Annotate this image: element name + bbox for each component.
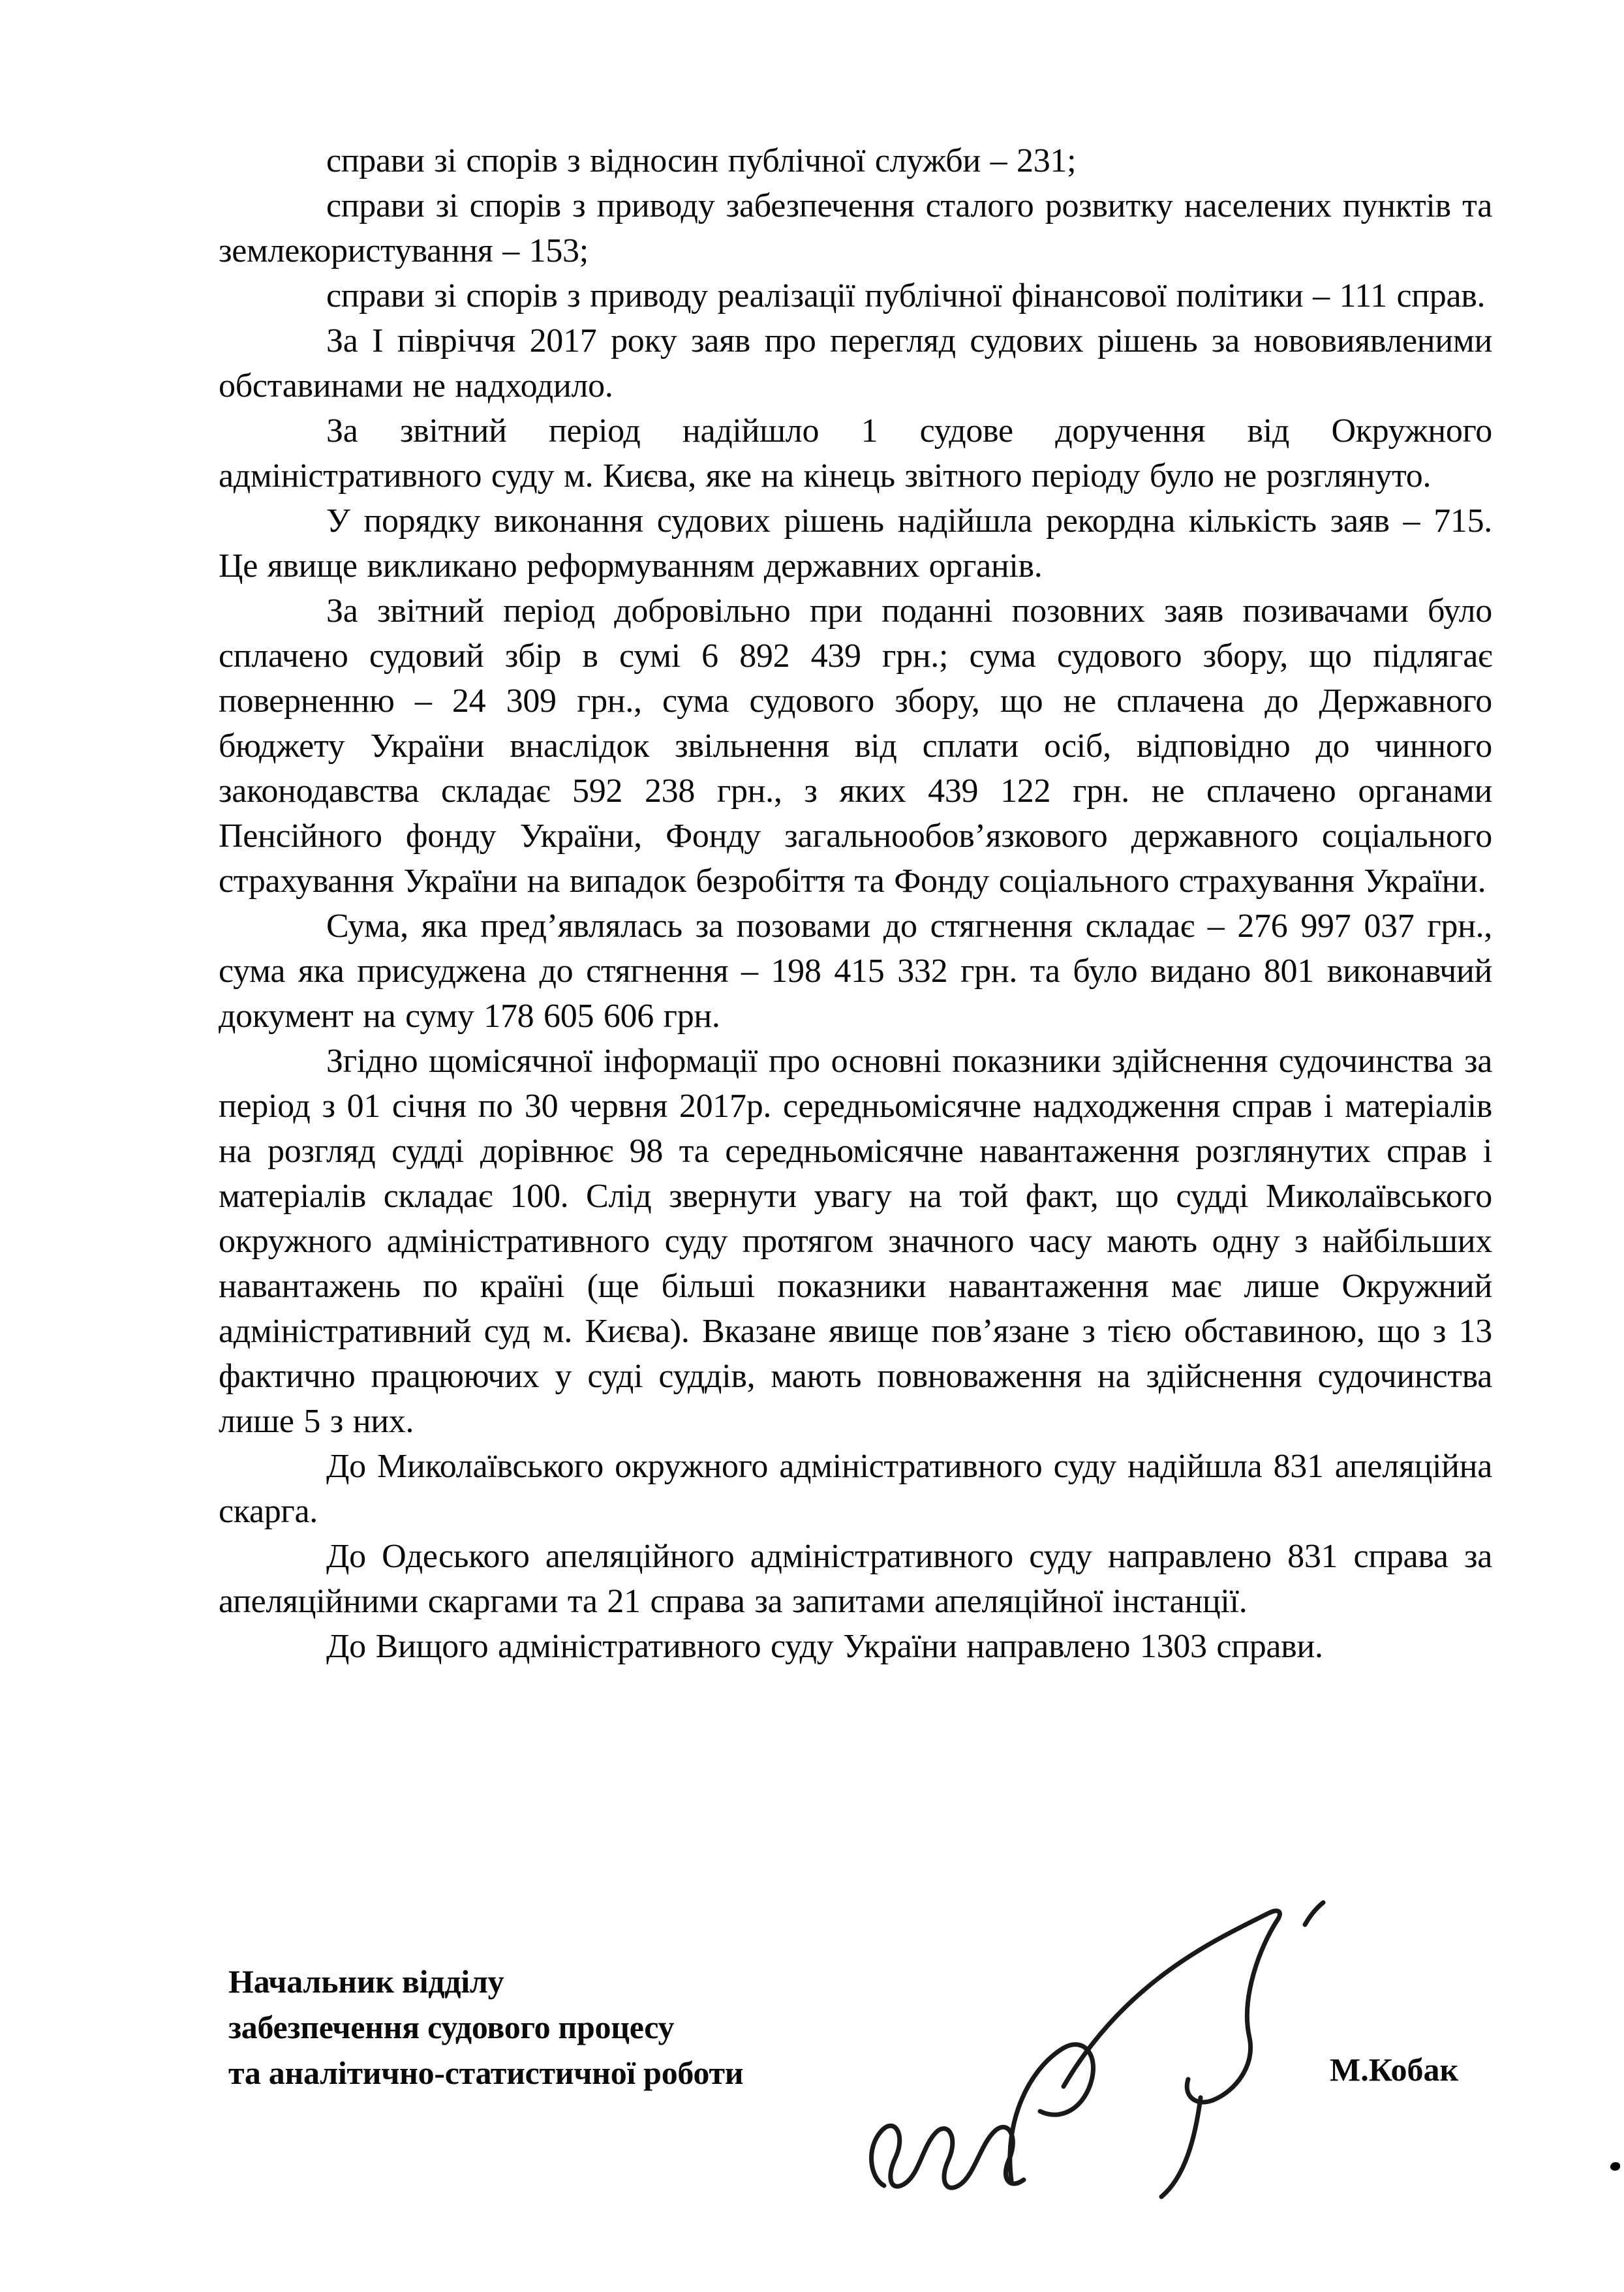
paragraph-monthly-caseload: Згідно щомісячної інформації про основні показники здійснення судочинства за період з 01 січня по 30 червня 2017р. середньомісячне надходження справ і матеріалів на розгляд судді дорівнює 98 та середньомісячне навантаження розглянутих справ і матеріалів складає 100. Слід звернути увагу на той факт, що судді Миколаївського окружного адміністративного суду протягом значного часу мають одну з найбільших навантажень по країні (ще більші показники навантаження має лише Окружний адміністративний суд м. Києва). Вказане явище пов’язане з тією обставиною, що з 13 фактично працюючих у суді суддів, мають повноваження на здійснення судочинства лише 5 з них. (219, 1043, 1492, 1440)
paragraph-cases-sent-supreme: До Вищого адміністративного суду України направлено 1303 справи. (326, 1628, 1323, 1665)
paragraph-court-commission: За звітний період надійшло 1 судове доручення від Окружного адміністративного суду м. Києва, яке на кінець звітного періоду було не розглянуто. (219, 412, 1492, 495)
paragraph-review-applications: За І півріччя 2017 року заяв про перегляд судових рішень за нововиявленими обставинами не надходило. (219, 322, 1492, 405)
signer-name: М.Кобак (1330, 2051, 1459, 2088)
paragraph-enforcement-applications: У порядку виконання судових рішень надійшла рекордна кількість заяв – 715. Це явище викликано реформуванням державних органів. (219, 502, 1492, 585)
ink-dot-artifact (1610, 2162, 1620, 2171)
paragraph-appeals-received: До Миколаївського окружного адміністративного суду надійшла 831 апеляційна скарга. (219, 1448, 1492, 1530)
signer-title (228, 1959, 743, 2096)
paragraph-dispute-finance-policy: справи зі спорів з приводу реалізації публічної фінансової політики – 111 справ. (326, 277, 1486, 314)
signer-title-line: Начальник відділу (228, 1963, 504, 2000)
signer-title-line: та аналітично-статистичної роботи (228, 2055, 744, 2091)
paragraph-appeals-sent-odesa: До Одеського апеляційного адміністративного суду направлено 831 справа за апеляційними скаргами та 21 справа за запитами апеляційної інстанції. (219, 1538, 1492, 1620)
signer-title-line: забезпечення судового процесу (228, 2009, 675, 2045)
paragraph-claim-amounts: Сума, яка пред’являлась за позовами до стягнення складає – 276 997 037 грн., сума яка присуджена до стягнення – 198 415 332 грн. та було видано 801 виконавчий документ на суму 178 605 606 грн. (219, 908, 1492, 1035)
paragraph-dispute-land-use: справи зі спорів з приводу забезпечення сталого розвитку населених пунктів та землекористування – 153; (219, 187, 1492, 269)
paragraph-dispute-public-service: справи зі спорів з відносин публічної служби – 231; (326, 142, 1077, 179)
handwritten-signature (848, 1899, 1403, 2212)
document-body (219, 138, 1492, 1669)
paragraph-court-fees: За звітний період добровільно при поданні позовних заяв позивачами було сплачено судовий збір в сумі 6 892 439 грн.; сума судового збору, що підлягає поверненню – 24 309 грн., сума судового збору, що не сплачена до Державного бюджету України внаслідок звільнення від сплати осіб, відповідно до чинного законодавства складає 592 238 грн., з яких 439 122 грн. не сплачено органами Пенсійного фонду України, Фонду загальнообов’язкового державного соціального страхування України на випадок безробіття та Фонду соціального страхування України. (219, 592, 1492, 900)
